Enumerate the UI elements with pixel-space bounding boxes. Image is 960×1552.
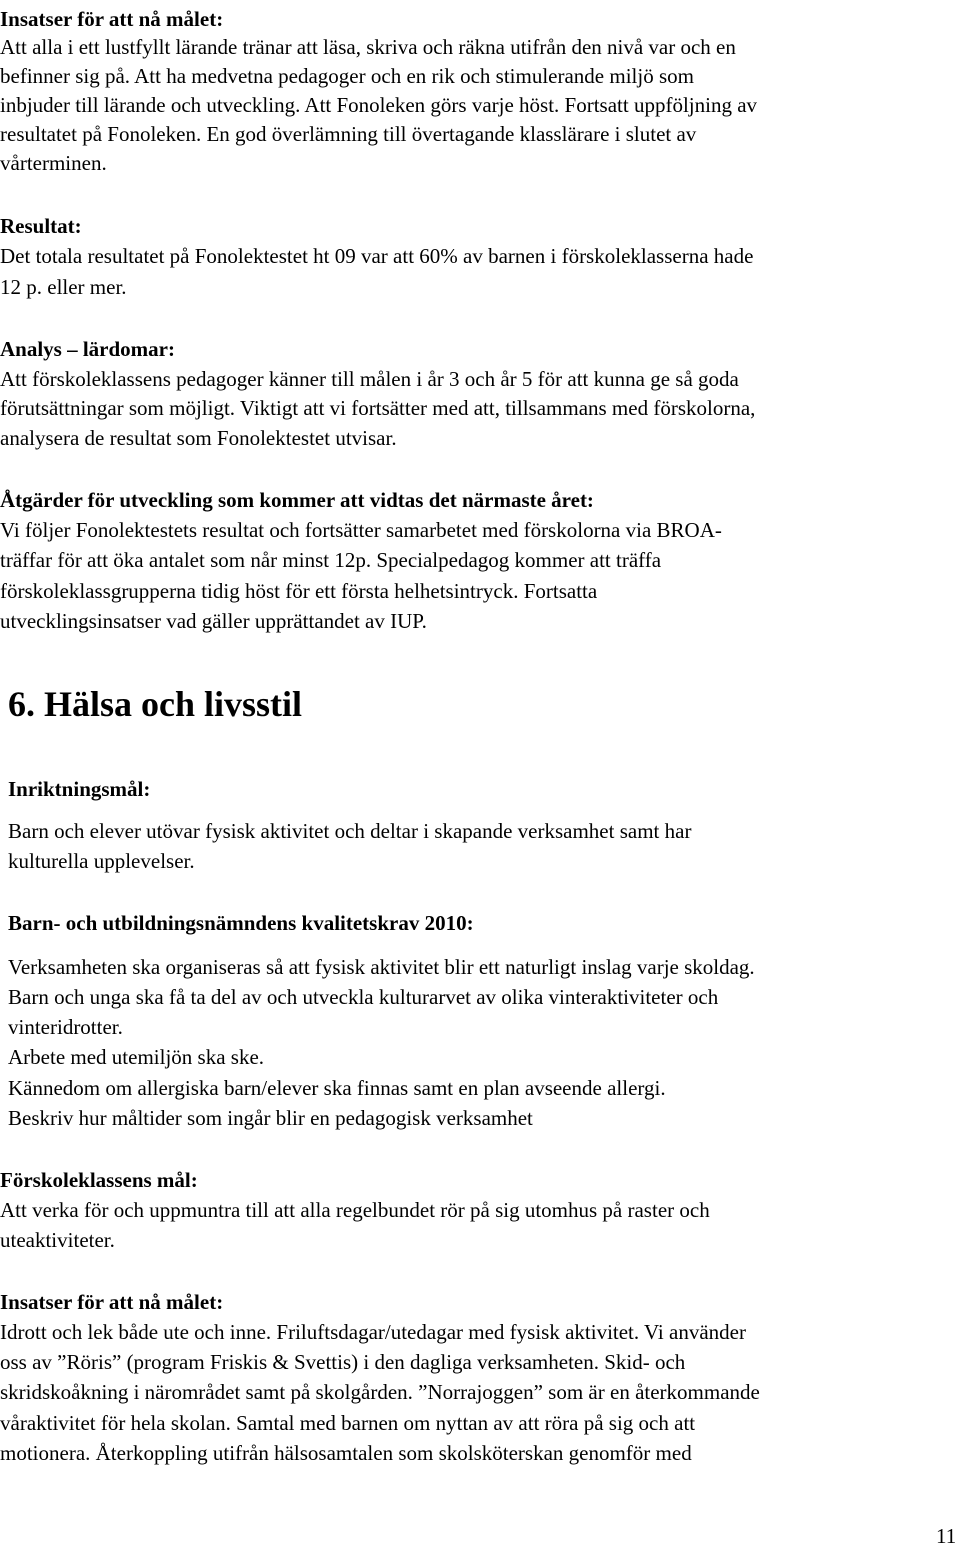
text-line: resultatet på Fonoleken. En god överlämning till övertagande klasslärare i slutet av — [0, 122, 697, 146]
text-line: uteaktiviteter. — [0, 1228, 115, 1252]
text-line: förskoleklassgrupperna tidig höst för ett första helhetsintryck. Fortsatta — [0, 579, 598, 603]
text-line: skridskoåkning i närområdet samt på skolgården. ”Norrajoggen” som är en återkommande — [0, 1380, 760, 1404]
text-line: kulturella upplevelser. — [8, 849, 195, 873]
text-line: Beskriv hur måltider som ingår blir en pedagogisk verksamhet — [8, 1106, 533, 1130]
text-line: Idrott och lek både ute och inne. Friluftsdagar/utedagar med fysisk aktivitet. Vi använder — [0, 1320, 746, 1344]
text-line: Barn och elever utövar fysisk aktivitet och deltar i skapande verksamhet samt har — [8, 819, 692, 843]
text-line: Barn och unga ska få ta del av och utveckla kulturarvet av olika vinteraktiviteter och — [8, 985, 719, 1009]
section-heading-analys: Analys – lärdomar: — [0, 337, 175, 361]
text-line: träffar för att öka antalet som når minst 12p. Specialpedagog kommer att träffa — [0, 548, 662, 572]
text-line: 12 p. eller mer. — [0, 275, 127, 299]
text-line: Det totala resultatet på Fonolektestet ht 09 var att 60% av barnen i förskoleklasserna hade — [0, 244, 754, 268]
section-heading-kvalitetskrav: Barn- och utbildningsnämndens kvalitetskrav 2010: — [8, 911, 474, 935]
text-line: oss av ”Röris” (program Friskis & Svettis) i den dagliga verksamheten. Skid- och — [0, 1350, 686, 1374]
text-line: Arbete med utemiljön ska ske. — [8, 1045, 265, 1069]
page-number: 11 — [936, 1524, 957, 1548]
section-heading-inriktningsmal: Inriktningsmål: — [8, 777, 151, 801]
text-line: analysera de resultat som Fonolektestet utvisar. — [0, 426, 397, 450]
text-line: motionera. Återkoppling utifrån hälsosamtalen som skolsköterskan genomför med — [0, 1441, 692, 1465]
text-line: Att förskoleklassens pedagoger känner till målen i år 3 och år 5 för att kunna ge så goda — [0, 367, 739, 391]
text-line: våraktivitet för hela skolan. Samtal med barnen om nyttan av att röra på sig och att — [0, 1411, 696, 1435]
text-line: vinteridrotter. — [8, 1015, 123, 1039]
text-line: Verksamheten ska organiseras så att fysisk aktivitet blir ett naturligt inslag varje skoldag. — [8, 955, 755, 979]
text-line: Att alla i ett lustfyllt lärande tränar att läsa, skriva och räkna utifrån den nivå var och en — [0, 35, 736, 59]
section-heading-insatser: Insatser för att nå målet: — [0, 1290, 224, 1314]
text-line: befinner sig på. Att ha medvetna pedagoger och en rik och stimulerande miljö som — [0, 64, 694, 88]
text-line: vårterminen. — [0, 151, 107, 175]
text-line: Vi följer Fonolektestets resultat och fortsätter samarbetet med förskolorna via BROA- — [0, 518, 722, 542]
text-line: Att verka för och uppmuntra till att alla regelbundet rör på sig utomhus på raster och — [0, 1198, 710, 1222]
text-line: Kännedom om allergiska barn/elever ska finnas samt en plan avseende allergi. — [8, 1076, 666, 1100]
section-heading-resultat: Resultat: — [0, 214, 82, 238]
text-line: förutsättningar som möjligt. Viktigt att vi fortsätter med att, tillsammans med förskolorna, — [0, 396, 756, 420]
text-line: utvecklingsinsatser vad gäller upprättandet av IUP. — [0, 609, 427, 633]
section-heading-forskoleklassens-mal: Förskoleklassens mål: — [0, 1168, 198, 1192]
section-heading-insatser: Insatser för att nå målet: — [0, 7, 224, 31]
chapter-title: 6. Hälsa och livsstil — [8, 684, 303, 724]
section-heading-atgarder: Åtgärder för utveckling som kommer att vidtas det närmaste året: — [0, 488, 594, 512]
text-line: inbjuder till lärande och utveckling. Att Fonoleken görs varje höst. Fortsatt uppföljning av — [0, 93, 758, 117]
